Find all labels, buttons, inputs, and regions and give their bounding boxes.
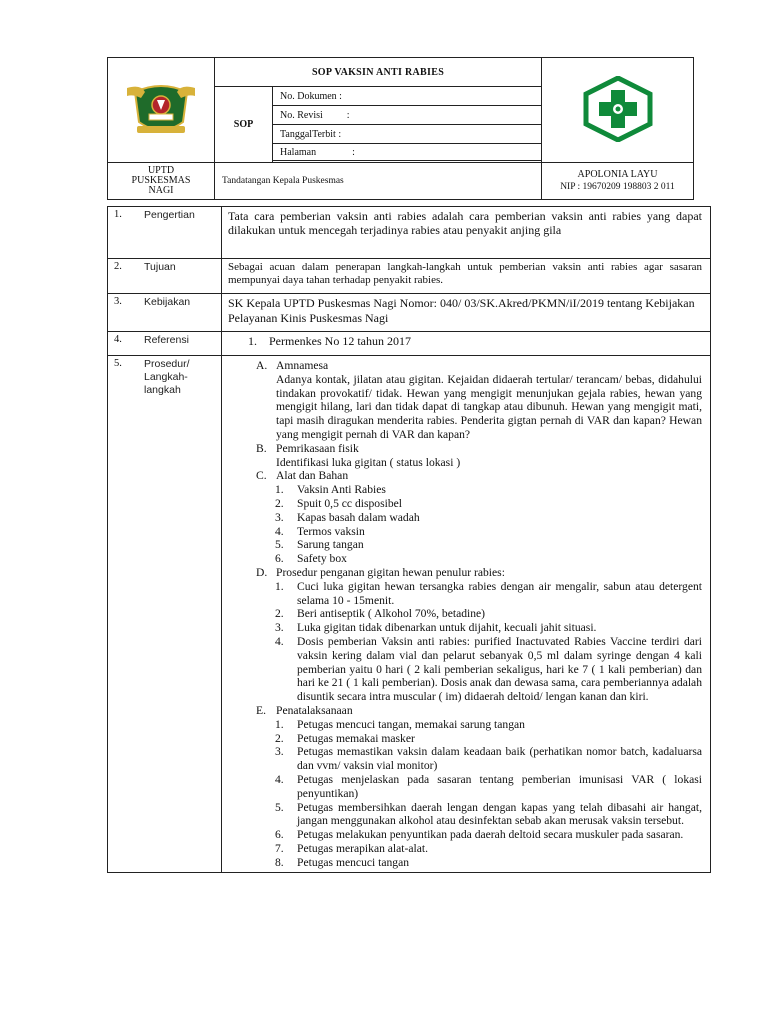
list-item: 4. Dosis pemberian Vaksin anti rabies: purified Inactuvated Rabies Vaccine terdiri dari vaksin kering dalam vial dan pelarut sebanyak 0,5 ml dalam syringe dengan 4 kali pemberian yaitu 0 hari ( 2 kali pemberian sekaligus, hari ke 7 ( 1 kali pemberian) dan hari ke 21 ( 1 kali pemberian). Dosis anak dan dewasa sama, cara pemberiannya adalah disuntik secara intra muscular ( im) didaerah deltoid/ lengan kanan dan kiri. [275,634,702,704]
list-item: 7. Petugas merapikan alat-alat. [275,841,429,855]
section-text: Sebagai acuan dalam penerapan langkah-langkah untuk pemberian vaksin anti rabies agar sasaran mempunyai daya tahan terhadap penyakit rabies. [222,259,711,294]
list-item: 3. Luka gigitan tidak dibenarkan untuk dijahit, kecuali jahit situasi. [275,621,597,635]
sop-label: SOP [215,87,273,163]
list-item: 4. Termos vaksin [275,524,365,538]
step-e: E. Penatalaksanaan 1. Petugas mencuci tangan, memakai sarung tangan 2. Petugas memakai masker 3. Petugas memastikan vaksin dalam keadaan baik (perhatikan nomor batch, kadaluarsa dan vvm/ vaksin vial monitor) 4. Petugas menjelaskan pada sasaran tentang pemberian imunisasi VAR ( lokasi penyuntikan) 5. Petugas membersihkan daerah lengan dengan kapas yang telah dibasahi air hangat, jangan menggunakan alkohol atau desinfektan sebab akan merusak vaksin tersebut. 6. Petugas melakukan penyuntikan pada daerah deltoid secara muskuler pada sasaran. 7. Petugas merapikan alat-alat. 8. Petugas mencuci tangan [256,703,702,869]
implementation-list [276,718,702,870]
section-kebijakan: 3. Kebijakan SK Kepala UPTD Puskesmas Nagi Nomor: 040/ 03/SK.Akred/PKMN/iI/2019 tentang Kebijakan Pelayanan Kinis Puskesmas Nagi [108,294,711,332]
kemenkes-logo-icon [582,76,654,142]
section-label: Referensi [138,332,222,356]
section-text: SK Kepala UPTD Puskesmas Nagi Nomor: 040/ 03/SK.Akred/PKMN/iI/2019 tentang Kebijakan Pelayanan Kinis Puskesmas Nagi [222,294,711,332]
step-d: D. Prosedur penganan gigitan hewan penulur rabies: 1. Cuci luka gigitan hewan tersangka rabies dengan air mengalir, sabun atau detergent selama 10 - 15menit. 2. Beri antiseptik ( Alkohol 70%, betadine) 3. Luka gigitan tidak dibenarkan untuk dijahit, kecuali jahit situasi. 4. Dosis pemberian Vaksin anti rabies: purified Inactuvated Rabies Vaccine terdiri dari vaksin kering dalam vial dan pelarut sebanyak 0,5 ml dalam syringe dengan 4 kali pemberian yaitu 0 hari ( 2 kali pemberian sekaligus, hari ke 7 ( 1 kali pemberian) dan hari ke 21 ( 1 kali pemberian). Dosis anak dan dewasa sama, cara pemberiannya adalah disuntik secara intra muscular ( im) didaerah deltoid/ lengan kanan dan kiri. [256,565,702,704]
section-label: Tujuan [138,259,222,294]
list-item: 5. Petugas membersihkan daerah lengan dengan kapas yang telah dibasahi air hangat, jangan menggunakan alkohol atau desinfektan sebab akan merusak vaksin tersebut. [275,800,702,828]
list-item: 2. Beri antiseptik ( Alkohol 70%, betadine) [275,607,486,621]
list-item: 1. Vaksin Anti Rabies [275,483,386,497]
kemenkes-logo-cell [542,58,694,163]
step-a: A. Amnamesa Adanya kontak, jilatan atau gigitan. Kejaidan didaerah tertular/ terancam/ bebas, didahului tindakan provokatif/ tidak. Hewan yang mengigit menunjukan gejala rabies, hewan yang mengigit hilang, lari dan tidak dapat di tangkap atau dibunuh. Hewan yang mengigit mati, tapi masih diragukan menderita rabies. Penderita gigtan pernah di VAR dan kapan? Hewan yang mengigit pernah di VAR dan kapan? [256,359,702,441]
list-item: 4. Petugas menjelaskan pada sasaran tentang pemberian imunisasi VAR ( lokasi penyuntikan) [275,772,702,800]
equipment-list [276,483,702,566]
signature-label: Tandatangan Kepala Puskesmas [215,163,542,200]
sop-content-table [107,206,711,873]
section-prosedur: 5. Prosedur/ Langkah- langkah A. Amnamesa Adanya kontak, jilatan atau gigitan. Kejaidan didaerah tertular/ terancam/ bebas, didahului tindakan provokatif/ tidak. Hewan yang mengigit menunjukan gejala rabies, hewan yang mengigit hilang, lari dan tidak dapat di tangkap atau dibunuh. Hewan yang mengigit mati, tapi masih diragukan menderita rabies. Penderita gigtan pernah di VAR dan kapan? Hewan yang mengigit pernah di VAR dan kapan? B. Pemrikasaan fisik Identifikasi luka gigitan ( status lokasi ) C. Alat dan Bahan 1. Vaksin Anti Rabies 2. Spuit 0,5 cc disposibel 3. Kapas basah dalam wadah 4. Termos vaksin 5. Sarung tangan 6. Safety box D. Prosedur penganan gigitan hewan penulur rabies: 1. Cuci luka gigitan hewan tersangka rabies dengan air mengalir, sabun atau detergent selama 10 - 15menit. 2. Beri antiseptik ( Alkohol 70%, betadine) 3. Luka gigitan tidak dibenarkan untuk dijahit, kecuali jahit situasi. 4. Dosis pemberian Vaksin anti rabies: purified Inactuvated Rabies Vaccine terdiri dari vaksin kering dalam vial dan pelarut sebanyak 0,5 ml dalam syringe dengan 4 kali pemberian yaitu 0 hari ( 2 kali pemberian sekaligus, hari ke 7 ( 1 kali pemberian) dan hari ke 21 ( 1 kali pemberian). Dosis anak dan dewasa sama, cara pemberiannya adalah disuntik secara intra muscular ( im) didaerah deltoid/ lengan kanan dan kiri. E. Penatalaksanaan 1. Petugas mencuci tangan, memakai sarung tangan 2. Petugas memakai masker 3. Petugas memastikan vaksin dalam keadaan baik (perhatikan nomor batch, kadaluarsa dan vvm/ vaksin vial monitor) 4. Petugas menjelaskan pada sasaran tentang pemberian imunisasi VAR ( lokasi penyuntikan) 5. Petugas membersihkan daerah lengan dengan kapas yang telah dibasahi air hangat, jangan menggunakan alkohol atau desinfektan sebab akan merusak vaksin tersebut. 6. Petugas melakukan penyuntikan pada daerah deltoid secara muskuler pada sasaran. 7. Petugas merapikan alat-alat. 8. Petugas mencuci tangan [108,356,711,873]
section-text: 1. Permenkes No 12 tahun 2017 [222,332,711,356]
meta-issue-date: TanggalTerbit : [273,125,542,144]
regency-emblem-cell [108,58,215,163]
list-item: 1. Petugas mencuci tangan, memakai sarung tangan [275,717,525,731]
section-label: Pengertian [138,207,222,259]
regency-emblem-icon [121,78,201,140]
step-c: C. Alat dan Bahan 1. Vaksin Anti Rabies 2. Spuit 0,5 cc disposibel 3. Kapas basah dalam wadah 4. Termos vaksin 5. Sarung tangan 6. Safety box [276,469,702,566]
list-item: 5. Sarung tangan [275,538,364,552]
section-label: Prosedur/ Langkah- langkah [138,356,222,873]
section-label: Kebijakan [138,294,222,332]
section-referensi: 4. Referensi 1. Permenkes No 12 tahun 2017 [108,332,711,356]
procedure-content [222,356,711,873]
procedure-steps [228,359,702,869]
list-item: 8. Petugas mencuci tangan [275,855,410,869]
list-item: 3. Kapas basah dalam wadah [275,510,420,524]
head-identity [542,163,694,200]
bite-handling-list [276,580,702,704]
meta-page: Halaman : [273,144,542,161]
meta-doc-number: No. Dokumen : [273,87,542,106]
sop-header-table [107,57,694,200]
meta-revision: No. Revisi : [273,106,542,125]
org-name: UPTD PUSKESMAS NAGI [108,163,215,200]
list-item: 2. Petugas memakai masker [275,731,415,745]
section-tujuan: 2. Tujuan Sebagai acuan dalam penerapan langkah-langkah untuk pemberian vaksin anti rabies agar sasaran mempunyai daya tahan terhadap penyakit rabies. [108,259,711,294]
section-pengertian: 1. Pengertian Tata cara pemberian vaksin anti rabies adalah cara pemberian vaksin anti rabies yang dapat dilakukan untuk mencegah terjadinya rabies atau penyakit anjing gila [108,207,711,259]
head-nip: NIP : 19670209 198803 2 011 [560,182,675,192]
step-b: B. Pemrikasaan fisik Identifikasi luka gigitan ( status lokasi ) [256,441,461,469]
list-item: 1. Cuci luka gigitan hewan tersangka rabies dengan air mengalir, sabun atau detergent selama 10 - 15menit. [275,579,702,607]
list-item: 6. Safety box [275,552,347,566]
section-text: Tata cara pemberian vaksin anti rabies adalah cara pemberian vaksin anti rabies yang dapat dilakukan untuk mencegah terjadinya rabies atau penyakit anjing gila [222,207,711,259]
head-name: APOLONIA LAYU [577,169,658,180]
list-item: 2. Spuit 0,5 cc disposibel [275,496,402,510]
sop-title: SOP VAKSIN ANTI RABIES [215,58,542,87]
list-item: 6. Petugas melakukan penyuntikan pada daerah deltoid secara muskuler pada sasaran. [275,828,684,842]
list-item: 3. Petugas memastikan vaksin dalam keadaan baik (perhatikan nomor batch, kadaluarsa dan vvm/ vaksin vial monitor) [275,745,702,773]
